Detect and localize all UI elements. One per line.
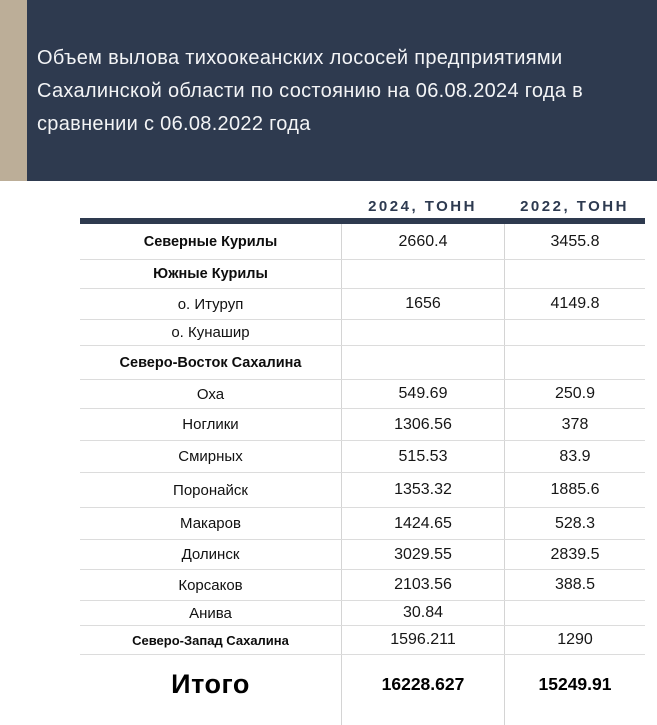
value-2022: 2839.5 (504, 540, 645, 569)
table-row (80, 260, 645, 289)
value-2024: 1353.32 (341, 473, 504, 507)
value-2022: 378 (504, 409, 645, 440)
column-header-2022: 2022, ТОНН (520, 197, 629, 215)
row-label: Корсаков (178, 576, 243, 594)
value-2022 (504, 260, 645, 288)
value-2022 (504, 346, 645, 379)
row-label: Северные Курилы (143, 233, 278, 250)
row-label: Смирных (178, 448, 243, 465)
table-row (80, 540, 645, 570)
row-label: о. Кунашир (171, 324, 250, 341)
value-2024: 2103.56 (341, 570, 504, 600)
table-row (80, 409, 645, 441)
table-row (80, 626, 645, 655)
catch-volume-table (80, 194, 645, 725)
row-label: Северо-Восток Сахалина (119, 354, 302, 371)
table-row (80, 320, 645, 346)
value-2022 (504, 601, 645, 625)
value-2024: 1424.65 (341, 508, 504, 539)
table-row (80, 655, 645, 725)
value-2022: 3455.8 (504, 224, 645, 259)
column-header-2024: 2024, ТОНН (368, 197, 477, 215)
value-2024: 549.69 (341, 380, 504, 408)
row-label: Долинск (181, 546, 240, 563)
side-accent-stripe (0, 0, 27, 181)
table-row (80, 508, 645, 540)
row-label: Ноглики (182, 416, 239, 433)
title-banner (27, 0, 657, 181)
value-2024 (341, 346, 504, 379)
value-2024: 1596.211 (341, 626, 504, 654)
table-row (80, 289, 645, 320)
row-label: Южные Курилы (153, 266, 268, 282)
value-2024 (341, 260, 504, 288)
table-body (80, 224, 645, 725)
table-row (80, 570, 645, 601)
value-2022: 250.9 (504, 380, 645, 408)
value-2024 (341, 320, 504, 345)
value-2024: 515.53 (341, 441, 504, 472)
row-label: Итого (171, 668, 250, 699)
row-label: о. Итуруп (177, 295, 244, 313)
value-2024: 30.84 (341, 601, 504, 625)
value-2024: 1656 (341, 289, 504, 319)
value-2024: 16228.627 (341, 655, 504, 725)
page-title: Объем вылова тихоокеанских лососей предприятиями Сахалинской области по состоянию на 06.08.2024 года в сравнении с 06.08.2022 года (37, 47, 584, 135)
value-2022 (504, 320, 645, 345)
table-row (80, 380, 645, 409)
table-column-headers (80, 194, 645, 218)
table-row (80, 601, 645, 626)
row-label: Поронайск (173, 481, 248, 499)
value-2024: 3029.55 (341, 540, 504, 569)
row-label: Анива (189, 604, 232, 622)
value-2022: 83.9 (504, 441, 645, 472)
row-label: Северо-Запад Сахалина (132, 632, 289, 648)
table-row (80, 473, 645, 508)
value-2022: 15249.91 (504, 655, 645, 725)
value-2022: 1290 (504, 626, 645, 654)
table-row (80, 346, 645, 380)
value-2022: 528.3 (504, 508, 645, 539)
value-2022: 1885.6 (504, 473, 645, 507)
table-row (80, 441, 645, 473)
value-2022: 388.5 (504, 570, 645, 600)
row-label: Макаров (180, 515, 241, 532)
value-2024: 1306.56 (341, 409, 504, 440)
row-label: Оха (196, 385, 225, 403)
table-row (80, 224, 645, 260)
value-2022: 4149.8 (504, 289, 645, 319)
value-2024: 2660.4 (341, 224, 504, 259)
